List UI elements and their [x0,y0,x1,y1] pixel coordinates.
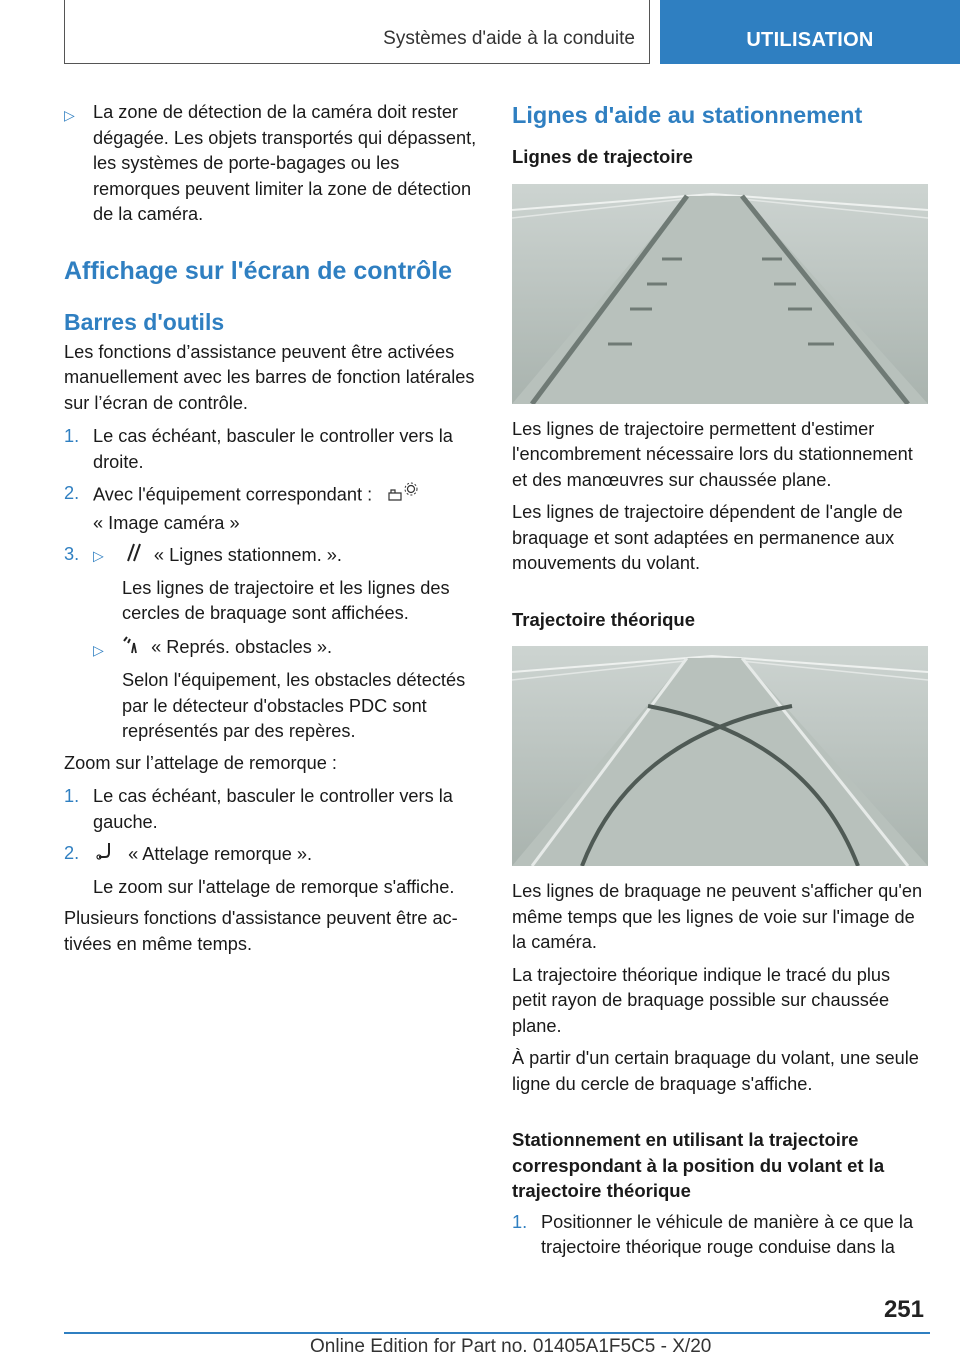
parking-lines-heading: Lignes d'aide au stationnement [512,102,863,128]
triangle-bullet-icon: ▷ [93,641,104,658]
header-chapter-tab [660,0,960,64]
header-section-tab [64,0,650,64]
header-section-title: Systèmes d'aide à la conduite [383,28,635,49]
triangle-bullet-icon: ▷ [93,547,104,564]
theoretical-trajectory-heading: Trajectoire théorique [512,608,695,630]
parking-procedure-heading: Stationnement en utilisant la trajectoire correspondant à la position du volant et la trajectoire théorique [512,1129,885,1201]
step-text-2: « Image caméra » [93,512,240,533]
parking-lines-label: « Lignes stationnem. ». [153,544,342,565]
paragraph-2: Les lignes de trajectoire dépendent de l'angle de braquage et sont adaptées en permanence aux mouvements du volant. [512,502,903,573]
closing-text: Plusieurs fonctions d'assistance peuvent être activées en même temps. [64,908,458,954]
parking-lines-text: Les lignes de trajectoire et les lignes des cercles de braquage sont affichées. [122,577,450,623]
zoom-step-1 [64,784,480,835]
parking-lines-icon [125,542,143,570]
subsection-heading: Barres d'outils [64,308,225,335]
camera-settings-icon [387,481,419,511]
obstacles-text: Selon l'équipement, les obstacles détectés par le détecteur d'obstacles PDC sont représentés par des repères. [122,670,466,741]
paragraph-5: À partir d'un certain braquage du volant, une seule ligne du cercle de braquage s'affiche. [512,1048,919,1094]
paragraph-1: Les lignes de trajectoire permettent d'estimer l'encombrement nécessaire lors du stationnement et des manœuvres sur chaussée plane. [512,418,913,490]
obstacles-icon [122,635,140,663]
footer-edition: Online Edition for Part no. 01405A1F5C5 - X/20 [310,1336,712,1357]
right-column [512,100,928,1261]
step-number: 2. [64,843,80,863]
zoom-step-2 [64,841,480,900]
header-chapter-title: UTILISATION [746,29,874,51]
step-1 [64,424,480,475]
step-text: « Attelage remorque ». [128,843,313,864]
step-text: Le cas échéant, basculer le controller vers la gauche. [93,786,453,832]
step-number: 1. [512,1211,528,1232]
footer-divider [64,1332,930,1334]
trailer-hitch-icon [95,841,115,869]
step-number: 1. [64,426,80,446]
section-heading: Affichage sur l'écran de contrôle [64,256,452,285]
procedure-step-1 [512,1210,928,1261]
obstacles-label: « Représ. obstacles ». [151,637,333,658]
step-2 [64,481,480,536]
trajectory-lines-image [512,184,928,404]
paragraph-3: Les lignes de braquage ne peuvent s'afficher qu'en même temps que les lignes de voie sur l'image de la caméra. [512,881,923,952]
page-number: 251 [883,1296,924,1323]
step-text: Le cas échéant, basculer le controller vers la droite. [93,426,453,472]
toolbar-text: Les fonctions d’assistance peuvent être activées manuellement avec les barres de fonction latérales sur l’écran de contrôle. [64,341,475,413]
step-number: 1. [64,786,80,806]
step-number: 3. [64,544,80,564]
step-text: Avec l'équipement correspondant : [93,484,373,505]
step-text-2: Le zoom sur l'attelage de remorque s'affiche. [93,876,455,897]
trajectory-lines-heading: Lignes de trajectoire [512,146,693,167]
theoretical-trajectory-image [512,646,928,866]
step-3 [64,542,480,570]
intro-bullet [64,100,480,228]
step-number: 2. [64,483,80,503]
step-text: Positionner le véhicule de manière à ce que la trajectoire théorique rouge conduise dans la [541,1211,914,1257]
left-column [64,100,480,957]
intro-bullet-text: La zone de détection de la caméra doit rester dégagée. Les objets transportés qui dépassent, les systèmes de porte-bagages ou les remorques peuvent limiter la zone de détection de la caméra. [93,102,477,224]
paragraph-4: La trajectoire théorique indique le tracé du plus petit rayon de braquage possible sur chaussée plane. [512,964,891,1036]
obstacles-item [64,635,480,663]
zoom-intro: Zoom sur l’attelage de remorque : [64,752,337,773]
triangle-bullet-icon: ▷ [64,107,75,123]
